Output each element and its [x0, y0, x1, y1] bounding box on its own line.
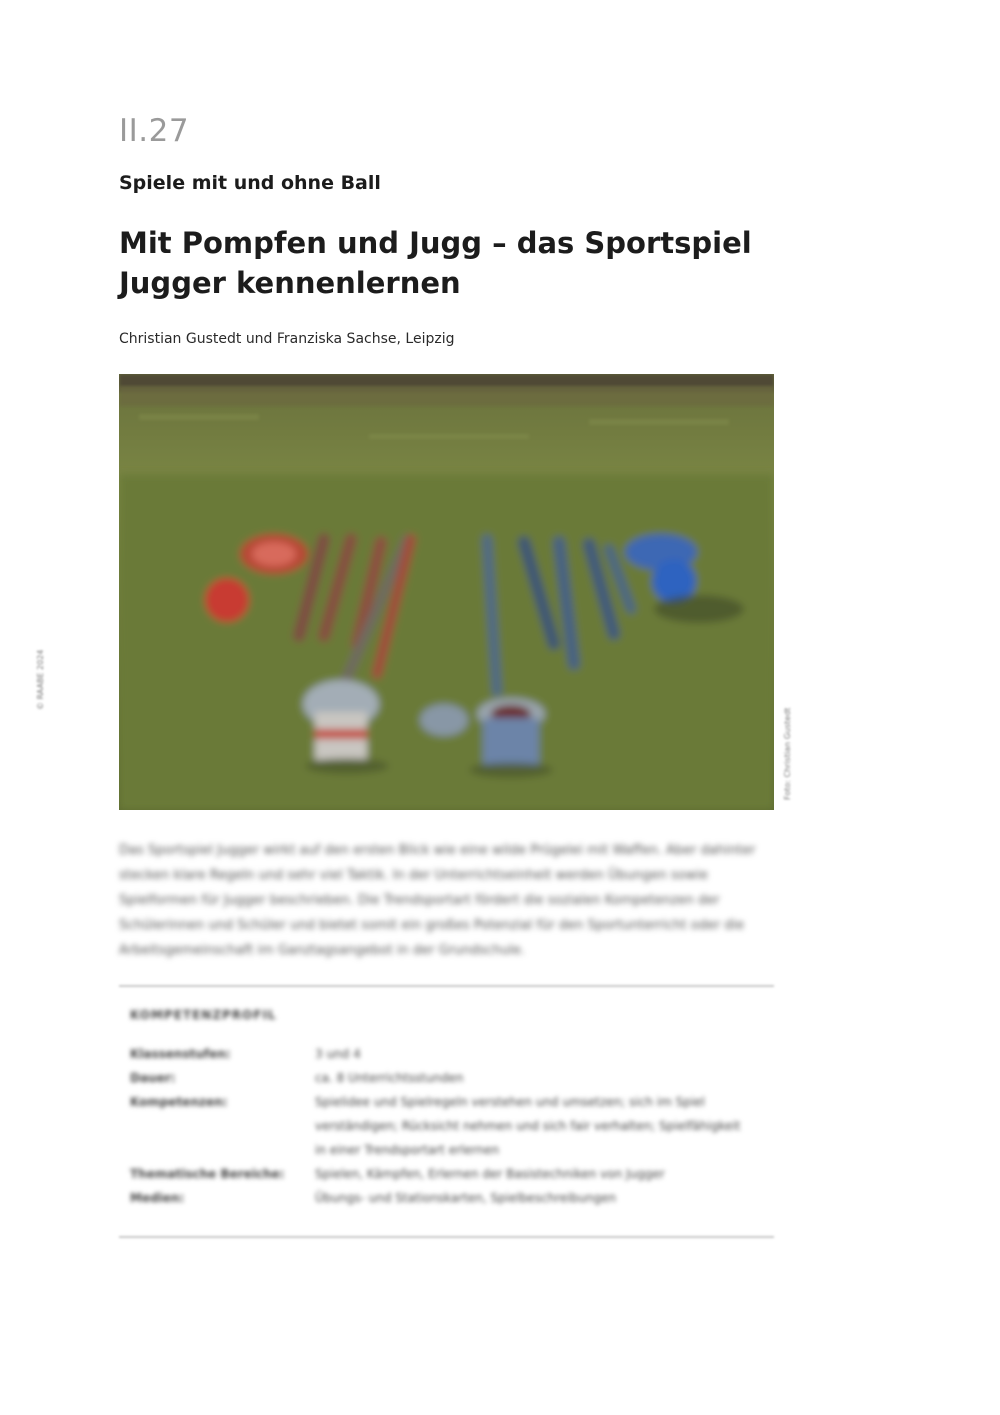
jugger-equipment-photo [119, 374, 774, 810]
profile-row-media [130, 1186, 770, 1210]
profile-key: Thematische Bereiche: [130, 1167, 285, 1181]
profile-row-grades [130, 1042, 770, 1066]
profile-value: 3 und 4 [315, 1047, 361, 1061]
intro-paragraph: Das Sportspiel Jugger wirkt auf den ersten Blick wie eine wilde Prügelei mit Waffen. Aber dahinter stecken klare Regeln und sehr viel Taktik. In der Unterrichtseinheit werden Übungen sowie Spielformen für Jugger beschrieben. Die Trendsportart fördert die sozialen Kompetenzen der Schülerinnen und Schüler und bietet somit ein großes Potenzial für den Sportunterricht oder die Arbeitsgemeinschaft im Ganztagsangebot in der Grundschule. [119, 843, 756, 958]
profile-key: Kompetenzen: [130, 1095, 228, 1109]
competence-profile-table [130, 1042, 770, 1210]
authors: Christian Gustedt und Franziska Sachse, Leipzig [119, 331, 455, 347]
profile-row-topics [130, 1162, 770, 1186]
profile-row-duration [130, 1066, 770, 1090]
page-number: II.27 [119, 113, 190, 149]
profile-value: Übungs- und Stationskarten, Spielbeschreibungen [315, 1191, 617, 1205]
profile-top-divider [119, 985, 774, 987]
profile-value: Spielidee und Spielregeln verstehen und umsetzen; sich im Spiel verständigen; Rücksicht nehmen und sich fair verhalten; Spielfähigkeit in einer Trendsportart erlernen [315, 1095, 741, 1157]
copyright-note: © RAABE 2024 [36, 649, 45, 710]
profile-key: Medien: [130, 1191, 185, 1205]
photo-credit: Foto: Christian Gustedt [783, 707, 792, 800]
profile-value: Spielen, Kämpfen, Erlernen der Basistechniken von Jugger [315, 1167, 665, 1181]
profile-key: Klassenstufen: [130, 1047, 231, 1061]
main-title: Mit Pompfen und Jugg – das Sportspiel Jugger kennenlernen [119, 226, 752, 300]
profile-value: ca. 8 Unterrichtsstunden [315, 1071, 464, 1085]
competence-profile-heading: KOMPETENZPROFIL [130, 1008, 277, 1022]
profile-key: Dauer: [130, 1071, 176, 1085]
profile-bottom-divider [119, 1236, 774, 1238]
profile-row-competencies [130, 1090, 770, 1162]
section-title: Spiele mit und ohne Ball [119, 172, 381, 194]
